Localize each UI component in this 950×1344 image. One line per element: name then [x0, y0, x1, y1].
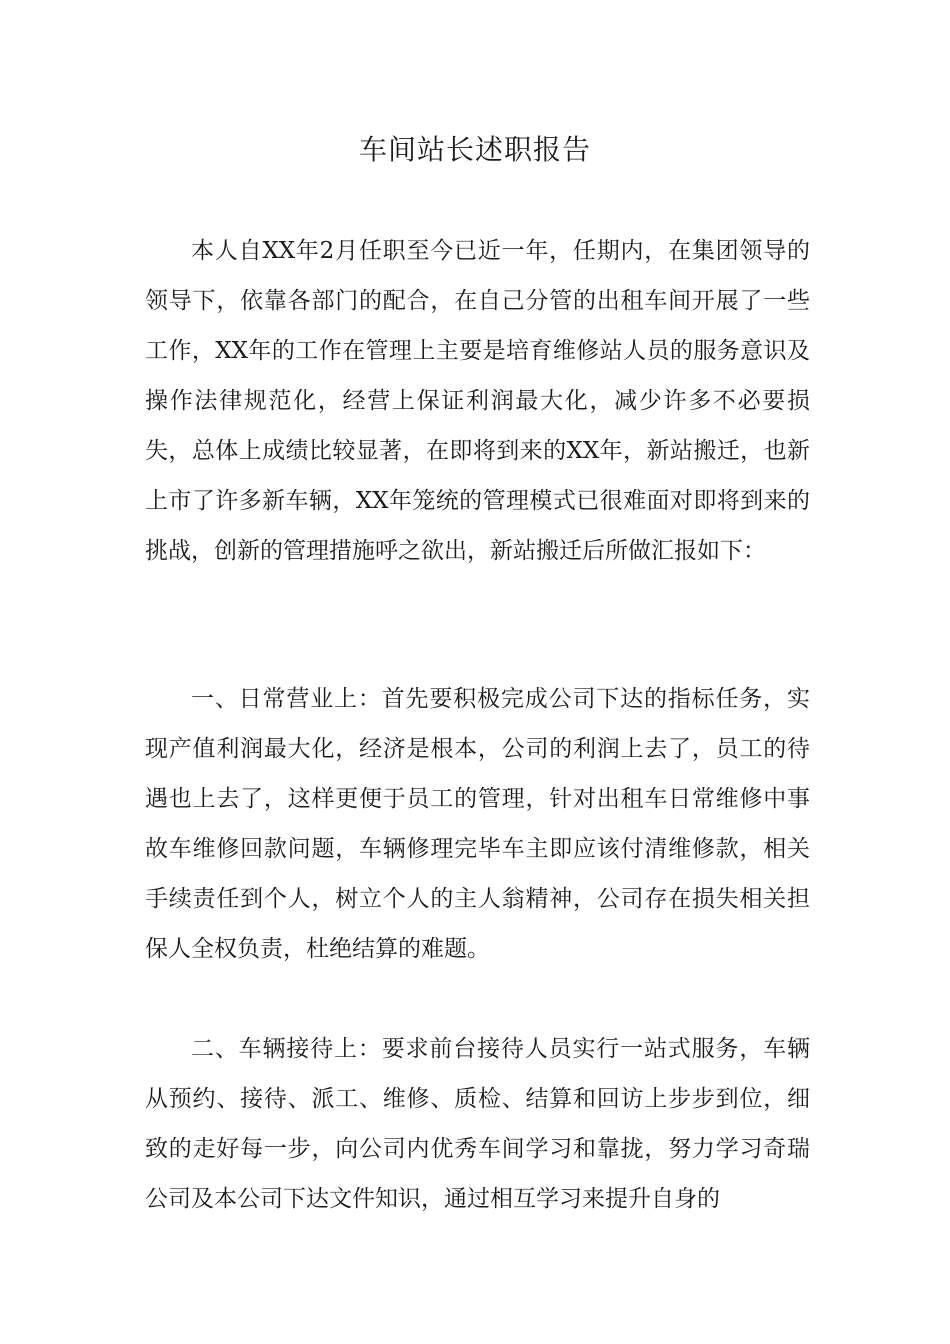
paragraph-daily-business: 一、日常营业上：首先要积极完成公司下达的指标任务，实现产值利润最大化，经济是根本，公司的利润上去了，员工的待遇也上去了，这样更便于员工的管理，针对出租车日常维修中事故车维修回款问题，车辆修理完毕车主即应该付清维修款，相关手续责任到个人，树立个人的主人翁精神，公司存在损失相关担保人全权负责，杜绝结算的难题。: [145, 686, 810, 962]
document-title: 车间站长述职报告: [358, 133, 591, 166]
paragraph-vehicle-reception: 二、车辆接待上：要求前台接待人员实行一站式服务，车辆从预约、接待、派工、维修、质检、结算和回访上步步到位，细致的走好每一步，向公司内优秀车间学习和靠拢，努力学习奇瑞公司及本公司下达文件知识，通过相互学习来提升自身的: [145, 1036, 810, 1212]
paragraph-intro: 本人自XX年2月任职至今已近一年，任期内，在集团领导的领导下，依靠各部门的配合，在自己分管的出租车间开展了一些工作，XX年的工作在管理上主要是培育维修站人员的服务意识及操作法律规范化，经营上保证利润最大化，减少许多不必要损失，总体上成绩比较显著，在即将到来的XX年，新站搬迁，也新上市了许多新车辆，XX年笼统的管理模式已很难面对即将到来的挑战，创新的管理措施呼之欲出，新站搬迁后所做汇报如下：: [145, 238, 810, 564]
